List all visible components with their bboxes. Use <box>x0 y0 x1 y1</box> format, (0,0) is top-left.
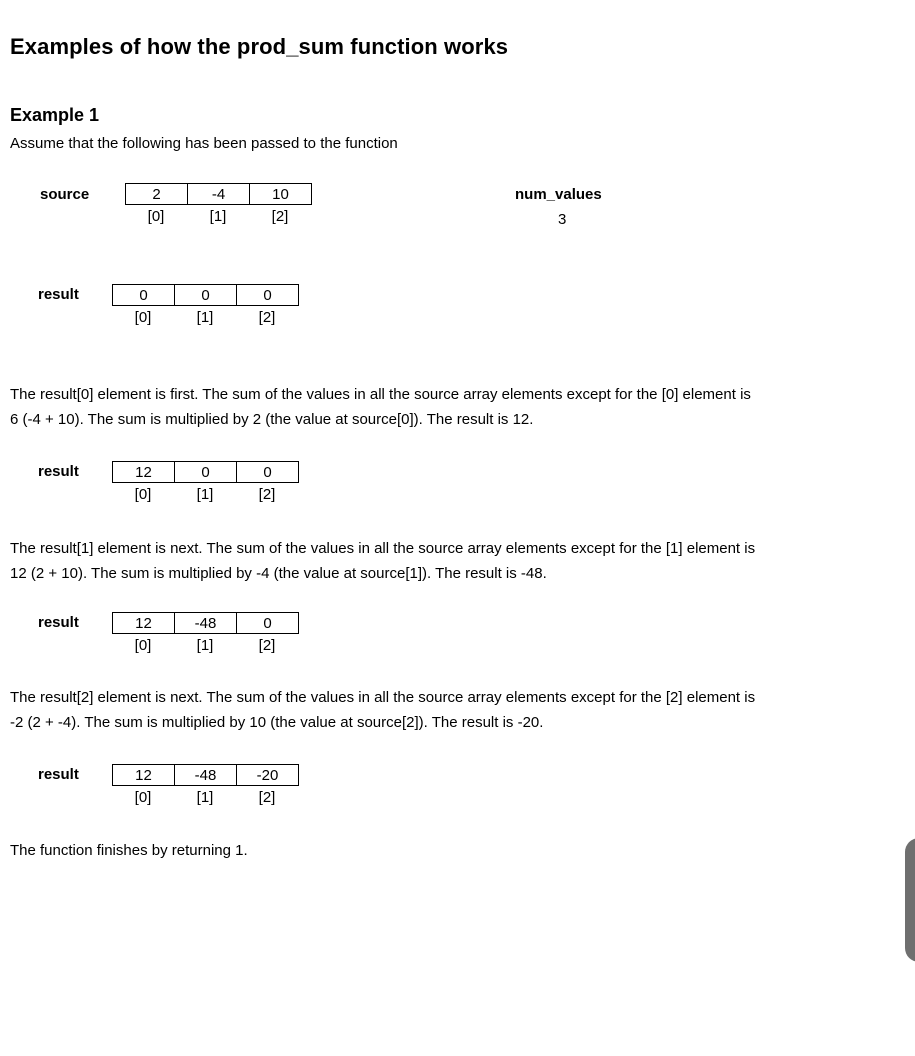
step1-result-cell-2: 0 <box>236 461 299 483</box>
step2-result-index-2: [2] <box>258 636 276 654</box>
step1-line2: 6 (-4 + 10). The sum is multiplied by 2 (the value at source[0]). The result is 12. <box>10 411 534 428</box>
step3-line2: -2 (2 + -4). The sum is multiplied by 10 (the value at source[2]). The result is -20. <box>10 714 544 731</box>
page-title: Examples of how the prod_sum function works <box>10 34 509 59</box>
result-initial-index-2: [2] <box>258 308 276 326</box>
step2-result-cell-1: -48 <box>174 612 237 634</box>
step3-result-array <box>112 764 299 808</box>
closing-text: The function finishes by returning 1. <box>10 842 248 859</box>
step3-result-index-2: [2] <box>258 788 276 806</box>
result-initial-array <box>112 284 299 328</box>
step3-result-cell-1: -48 <box>174 764 237 786</box>
example-intro: Assume that the following has been passed to the function <box>10 135 398 152</box>
step1-result-cell-1: 0 <box>174 461 237 483</box>
source-index-0: [0] <box>147 207 165 225</box>
result-initial-cell-1: 0 <box>174 284 237 306</box>
result-initial-cell-0: 0 <box>112 284 175 306</box>
source-cell-2: 10 <box>249 183 312 205</box>
num-values-label: num_values <box>515 186 602 203</box>
source-array <box>125 183 312 227</box>
source-cell-0: 2 <box>125 183 188 205</box>
step3-result-label: result <box>38 766 79 783</box>
source-cell-1: -4 <box>187 183 250 205</box>
side-scroll-tab[interactable] <box>905 838 915 962</box>
step1-result-cell-0: 12 <box>112 461 175 483</box>
step2-result-cell-0: 12 <box>112 612 175 634</box>
step1-result-label: result <box>38 463 79 480</box>
step2-result-array <box>112 612 299 656</box>
num-values-value: 3 <box>558 211 567 228</box>
step1-line1: The result[0] element is first. The sum of the values in all the source array elements except for the [0] element is <box>10 386 751 403</box>
step2-result-index-1: [1] <box>196 636 214 654</box>
step3-result-cell-0: 12 <box>112 764 175 786</box>
example-heading: Example 1 <box>10 105 100 125</box>
step2-line2: 12 (2 + 10). The sum is multiplied by -4 (the value at source[1]). The result is -48. <box>10 565 547 582</box>
step1-result-index-2: [2] <box>258 485 276 503</box>
result-initial-index-1: [1] <box>196 308 214 326</box>
result-initial-cell-2: 0 <box>236 284 299 306</box>
result-initial-label: result <box>38 286 79 303</box>
step1-result-index-0: [0] <box>134 485 152 503</box>
source-label: source <box>40 186 90 203</box>
step2-line1: The result[1] element is next. The sum of the values in all the source array elements except for the [1] element is <box>10 540 756 557</box>
source-index-1: [1] <box>209 207 227 225</box>
step2-result-cell-2: 0 <box>236 612 299 634</box>
result-initial-index-0: [0] <box>134 308 152 326</box>
step2-result-index-0: [0] <box>134 636 152 654</box>
step3-result-cell-2: -20 <box>236 764 299 786</box>
step2-result-label: result <box>38 614 79 631</box>
step1-result-index-1: [1] <box>196 485 214 503</box>
step3-result-index-1: [1] <box>196 788 214 806</box>
step3-result-index-0: [0] <box>134 788 152 806</box>
step1-result-array <box>112 461 299 505</box>
source-index-2: [2] <box>271 207 289 225</box>
step3-line1: The result[2] element is next. The sum of the values in all the source array elements except for the [2] element is <box>10 689 756 706</box>
